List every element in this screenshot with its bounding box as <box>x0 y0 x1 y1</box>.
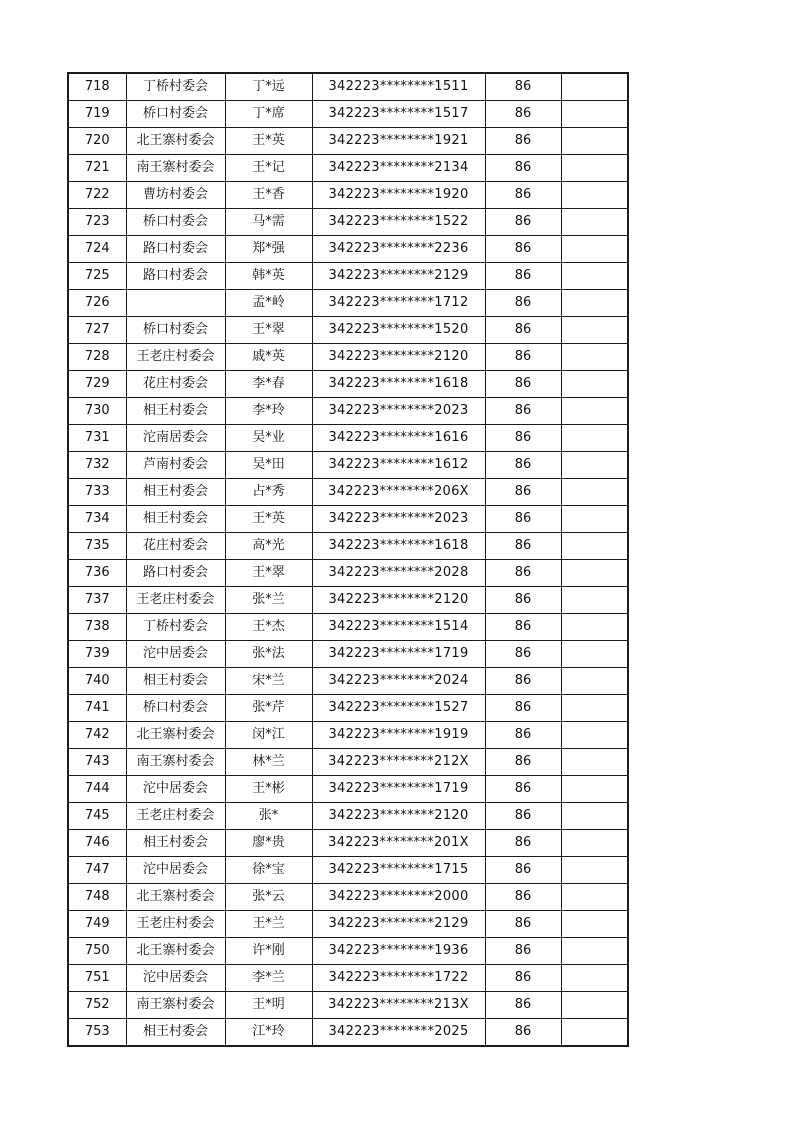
organization-cell: 王老庄村委会 <box>126 344 225 371</box>
table-row <box>68 614 628 641</box>
remark-cell <box>561 452 628 479</box>
id-number-cell: 342223********1719 <box>312 776 485 803</box>
remark-cell <box>561 263 628 290</box>
id-number-cell: 342223********2023 <box>312 506 485 533</box>
remark-cell <box>561 965 628 992</box>
row-number-cell: 741 <box>68 695 126 722</box>
id-number-cell: 342223********2025 <box>312 1019 485 1047</box>
amount-cell: 86 <box>485 830 561 857</box>
person-name-cell: 王*翠 <box>225 560 312 587</box>
table-row <box>68 533 628 560</box>
organization-cell: 沱中居委会 <box>126 776 225 803</box>
organization-cell: 路口村委会 <box>126 560 225 587</box>
table-row <box>68 965 628 992</box>
row-number-cell: 718 <box>68 73 126 101</box>
table-row <box>68 506 628 533</box>
amount-cell: 86 <box>485 668 561 695</box>
amount-cell: 86 <box>485 209 561 236</box>
person-name-cell: 王*香 <box>225 182 312 209</box>
amount-cell: 86 <box>485 911 561 938</box>
person-name-cell: 丁*远 <box>225 73 312 101</box>
amount-cell: 86 <box>485 101 561 128</box>
remark-cell <box>561 290 628 317</box>
row-number-cell: 747 <box>68 857 126 884</box>
roster-table <box>67 72 629 1047</box>
amount-cell: 86 <box>485 533 561 560</box>
amount-cell: 86 <box>485 479 561 506</box>
amount-cell: 86 <box>485 182 561 209</box>
table-row <box>68 236 628 263</box>
organization-cell: 相王村委会 <box>126 398 225 425</box>
amount-cell: 86 <box>485 371 561 398</box>
organization-cell: 芦南村委会 <box>126 452 225 479</box>
organization-cell: 北王寨村委会 <box>126 884 225 911</box>
remark-cell <box>561 236 628 263</box>
id-number-cell: 342223********1722 <box>312 965 485 992</box>
organization-cell: 王老庄村委会 <box>126 803 225 830</box>
table-row <box>68 263 628 290</box>
remark-cell <box>561 641 628 668</box>
id-number-cell: 342223********201X <box>312 830 485 857</box>
row-number-cell: 720 <box>68 128 126 155</box>
remark-cell <box>561 992 628 1019</box>
id-number-cell: 342223********1618 <box>312 371 485 398</box>
person-name-cell: 李*春 <box>225 371 312 398</box>
person-name-cell: 张*法 <box>225 641 312 668</box>
amount-cell: 86 <box>485 803 561 830</box>
amount-cell: 86 <box>485 749 561 776</box>
table-row <box>68 911 628 938</box>
id-number-cell: 342223********1921 <box>312 128 485 155</box>
id-number-cell: 342223********1712 <box>312 290 485 317</box>
amount-cell: 86 <box>485 587 561 614</box>
remark-cell <box>561 749 628 776</box>
organization-cell: 王老庄村委会 <box>126 911 225 938</box>
organization-cell: 沱南居委会 <box>126 425 225 452</box>
row-number-cell: 730 <box>68 398 126 425</box>
person-name-cell: 江*玲 <box>225 1019 312 1047</box>
organization-cell: 桥口村委会 <box>126 209 225 236</box>
table-row <box>68 317 628 344</box>
person-name-cell: 闵*江 <box>225 722 312 749</box>
id-number-cell: 342223********1936 <box>312 938 485 965</box>
row-number-cell: 723 <box>68 209 126 236</box>
table-row <box>68 155 628 182</box>
person-name-cell: 王*英 <box>225 506 312 533</box>
remark-cell <box>561 695 628 722</box>
table-row <box>68 560 628 587</box>
amount-cell: 86 <box>485 560 561 587</box>
amount-cell: 86 <box>485 776 561 803</box>
table-row <box>68 803 628 830</box>
organization-cell: 桥口村委会 <box>126 317 225 344</box>
row-number-cell: 719 <box>68 101 126 128</box>
id-number-cell: 342223********213X <box>312 992 485 1019</box>
person-name-cell: 王*彬 <box>225 776 312 803</box>
person-name-cell: 王*记 <box>225 155 312 182</box>
table-row <box>68 722 628 749</box>
amount-cell: 86 <box>485 425 561 452</box>
person-name-cell: 高*光 <box>225 533 312 560</box>
amount-cell: 86 <box>485 155 561 182</box>
row-number-cell: 724 <box>68 236 126 263</box>
organization-cell: 沱中居委会 <box>126 965 225 992</box>
row-number-cell: 744 <box>68 776 126 803</box>
person-name-cell: 占*秀 <box>225 479 312 506</box>
organization-cell: 相王村委会 <box>126 479 225 506</box>
remark-cell <box>561 155 628 182</box>
person-name-cell: 戚*英 <box>225 344 312 371</box>
roster-table-body <box>68 73 628 1046</box>
table-row <box>68 425 628 452</box>
person-name-cell: 宋*兰 <box>225 668 312 695</box>
row-number-cell: 734 <box>68 506 126 533</box>
table-row <box>68 371 628 398</box>
row-number-cell: 752 <box>68 992 126 1019</box>
id-number-cell: 342223********2028 <box>312 560 485 587</box>
remark-cell <box>561 398 628 425</box>
table-row <box>68 398 628 425</box>
remark-cell <box>561 776 628 803</box>
id-number-cell: 342223********206X <box>312 479 485 506</box>
row-number-cell: 753 <box>68 1019 126 1047</box>
person-name-cell: 马*需 <box>225 209 312 236</box>
remark-cell <box>561 911 628 938</box>
organization-cell: 相王村委会 <box>126 1019 225 1047</box>
organization-cell: 花庄村委会 <box>126 371 225 398</box>
amount-cell: 86 <box>485 1019 561 1047</box>
remark-cell <box>561 803 628 830</box>
row-number-cell: 737 <box>68 587 126 614</box>
organization-cell: 丁桥村委会 <box>126 614 225 641</box>
organization-cell: 桥口村委会 <box>126 101 225 128</box>
id-number-cell: 342223********2129 <box>312 263 485 290</box>
amount-cell: 86 <box>485 398 561 425</box>
table-row <box>68 992 628 1019</box>
person-name-cell: 张*云 <box>225 884 312 911</box>
id-number-cell: 342223********2134 <box>312 155 485 182</box>
amount-cell: 86 <box>485 695 561 722</box>
table-row <box>68 1019 628 1047</box>
id-number-cell: 342223********1919 <box>312 722 485 749</box>
person-name-cell: 张* <box>225 803 312 830</box>
remark-cell <box>561 371 628 398</box>
amount-cell: 86 <box>485 73 561 101</box>
organization-cell: 南王寨村委会 <box>126 992 225 1019</box>
person-name-cell: 韩*英 <box>225 263 312 290</box>
amount-cell: 86 <box>485 290 561 317</box>
person-name-cell: 郑*强 <box>225 236 312 263</box>
row-number-cell: 736 <box>68 560 126 587</box>
organization-cell: 王老庄村委会 <box>126 587 225 614</box>
organization-cell: 丁桥村委会 <box>126 73 225 101</box>
table-row <box>68 776 628 803</box>
row-number-cell: 727 <box>68 317 126 344</box>
organization-cell: 相王村委会 <box>126 506 225 533</box>
amount-cell: 86 <box>485 128 561 155</box>
remark-cell <box>561 884 628 911</box>
person-name-cell: 孟*岭 <box>225 290 312 317</box>
amount-cell: 86 <box>485 722 561 749</box>
table-row <box>68 182 628 209</box>
amount-cell: 86 <box>485 506 561 533</box>
amount-cell: 86 <box>485 857 561 884</box>
row-number-cell: 733 <box>68 479 126 506</box>
id-number-cell: 342223********2023 <box>312 398 485 425</box>
person-name-cell: 许*刚 <box>225 938 312 965</box>
row-number-cell: 751 <box>68 965 126 992</box>
organization-cell: 桥口村委会 <box>126 695 225 722</box>
table-row <box>68 479 628 506</box>
id-number-cell: 342223********212X <box>312 749 485 776</box>
row-number-cell: 745 <box>68 803 126 830</box>
organization-cell: 南王寨村委会 <box>126 749 225 776</box>
row-number-cell: 742 <box>68 722 126 749</box>
id-number-cell: 342223********1618 <box>312 533 485 560</box>
table-row <box>68 749 628 776</box>
id-number-cell: 342223********2120 <box>312 587 485 614</box>
person-name-cell: 王*明 <box>225 992 312 1019</box>
organization-cell: 北王寨村委会 <box>126 938 225 965</box>
person-name-cell: 徐*宝 <box>225 857 312 884</box>
row-number-cell: 728 <box>68 344 126 371</box>
remark-cell <box>561 479 628 506</box>
person-name-cell: 王*兰 <box>225 911 312 938</box>
amount-cell: 86 <box>485 344 561 371</box>
remark-cell <box>561 614 628 641</box>
person-name-cell: 李*兰 <box>225 965 312 992</box>
remark-cell <box>561 938 628 965</box>
amount-cell: 86 <box>485 641 561 668</box>
table-row <box>68 857 628 884</box>
id-number-cell: 342223********1514 <box>312 614 485 641</box>
row-number-cell: 748 <box>68 884 126 911</box>
organization-cell: 北王寨村委会 <box>126 722 225 749</box>
organization-cell: 路口村委会 <box>126 263 225 290</box>
organization-cell: 路口村委会 <box>126 236 225 263</box>
id-number-cell: 342223********1527 <box>312 695 485 722</box>
row-number-cell: 749 <box>68 911 126 938</box>
id-number-cell: 342223********2024 <box>312 668 485 695</box>
id-number-cell: 342223********2129 <box>312 911 485 938</box>
id-number-cell: 342223********2236 <box>312 236 485 263</box>
remark-cell <box>561 425 628 452</box>
person-name-cell: 王*英 <box>225 128 312 155</box>
person-name-cell: 吴*田 <box>225 452 312 479</box>
person-name-cell: 张*兰 <box>225 587 312 614</box>
document-page <box>67 72 629 1047</box>
table-row <box>68 884 628 911</box>
person-name-cell: 林*兰 <box>225 749 312 776</box>
organization-cell: 相王村委会 <box>126 830 225 857</box>
id-number-cell: 342223********1517 <box>312 101 485 128</box>
person-name-cell: 吴*业 <box>225 425 312 452</box>
row-number-cell: 738 <box>68 614 126 641</box>
table-row <box>68 290 628 317</box>
id-number-cell: 342223********1715 <box>312 857 485 884</box>
remark-cell <box>561 668 628 695</box>
organization-cell: 曹坊村委会 <box>126 182 225 209</box>
amount-cell: 86 <box>485 965 561 992</box>
table-row <box>68 938 628 965</box>
table-row <box>68 128 628 155</box>
table-row <box>68 641 628 668</box>
remark-cell <box>561 533 628 560</box>
row-number-cell: 735 <box>68 533 126 560</box>
table-row <box>68 668 628 695</box>
remark-cell <box>561 857 628 884</box>
row-number-cell: 726 <box>68 290 126 317</box>
amount-cell: 86 <box>485 263 561 290</box>
id-number-cell: 342223********1616 <box>312 425 485 452</box>
table-row <box>68 830 628 857</box>
amount-cell: 86 <box>485 938 561 965</box>
organization-cell: 南王寨村委会 <box>126 155 225 182</box>
remark-cell <box>561 182 628 209</box>
id-number-cell: 342223********2000 <box>312 884 485 911</box>
remark-cell <box>561 209 628 236</box>
remark-cell <box>561 830 628 857</box>
table-row <box>68 695 628 722</box>
organization-cell: 沱中居委会 <box>126 641 225 668</box>
row-number-cell: 746 <box>68 830 126 857</box>
row-number-cell: 740 <box>68 668 126 695</box>
table-row <box>68 344 628 371</box>
organization-cell: 花庄村委会 <box>126 533 225 560</box>
row-number-cell: 750 <box>68 938 126 965</box>
amount-cell: 86 <box>485 236 561 263</box>
row-number-cell: 729 <box>68 371 126 398</box>
row-number-cell: 721 <box>68 155 126 182</box>
remark-cell <box>561 73 628 101</box>
organization-cell <box>126 290 225 317</box>
person-name-cell: 廖*贵 <box>225 830 312 857</box>
organization-cell: 北王寨村委会 <box>126 128 225 155</box>
person-name-cell: 丁*席 <box>225 101 312 128</box>
organization-cell: 相王村委会 <box>126 668 225 695</box>
row-number-cell: 725 <box>68 263 126 290</box>
id-number-cell: 342223********2120 <box>312 803 485 830</box>
amount-cell: 86 <box>485 614 561 641</box>
table-row <box>68 452 628 479</box>
id-number-cell: 342223********1511 <box>312 73 485 101</box>
amount-cell: 86 <box>485 452 561 479</box>
person-name-cell: 王*杰 <box>225 614 312 641</box>
remark-cell <box>561 101 628 128</box>
id-number-cell: 342223********1520 <box>312 317 485 344</box>
remark-cell <box>561 128 628 155</box>
id-number-cell: 342223********1719 <box>312 641 485 668</box>
remark-cell <box>561 1019 628 1047</box>
row-number-cell: 722 <box>68 182 126 209</box>
table-row <box>68 587 628 614</box>
row-number-cell: 731 <box>68 425 126 452</box>
table-row <box>68 101 628 128</box>
row-number-cell: 739 <box>68 641 126 668</box>
organization-cell: 沱中居委会 <box>126 857 225 884</box>
remark-cell <box>561 344 628 371</box>
id-number-cell: 342223********1920 <box>312 182 485 209</box>
person-name-cell: 王*翠 <box>225 317 312 344</box>
id-number-cell: 342223********1612 <box>312 452 485 479</box>
remark-cell <box>561 317 628 344</box>
id-number-cell: 342223********2120 <box>312 344 485 371</box>
row-number-cell: 732 <box>68 452 126 479</box>
table-row <box>68 73 628 101</box>
amount-cell: 86 <box>485 317 561 344</box>
remark-cell <box>561 560 628 587</box>
remark-cell <box>561 587 628 614</box>
person-name-cell: 张*芹 <box>225 695 312 722</box>
remark-cell <box>561 722 628 749</box>
id-number-cell: 342223********1522 <box>312 209 485 236</box>
person-name-cell: 李*玲 <box>225 398 312 425</box>
table-row <box>68 209 628 236</box>
row-number-cell: 743 <box>68 749 126 776</box>
amount-cell: 86 <box>485 992 561 1019</box>
remark-cell <box>561 506 628 533</box>
amount-cell: 86 <box>485 884 561 911</box>
